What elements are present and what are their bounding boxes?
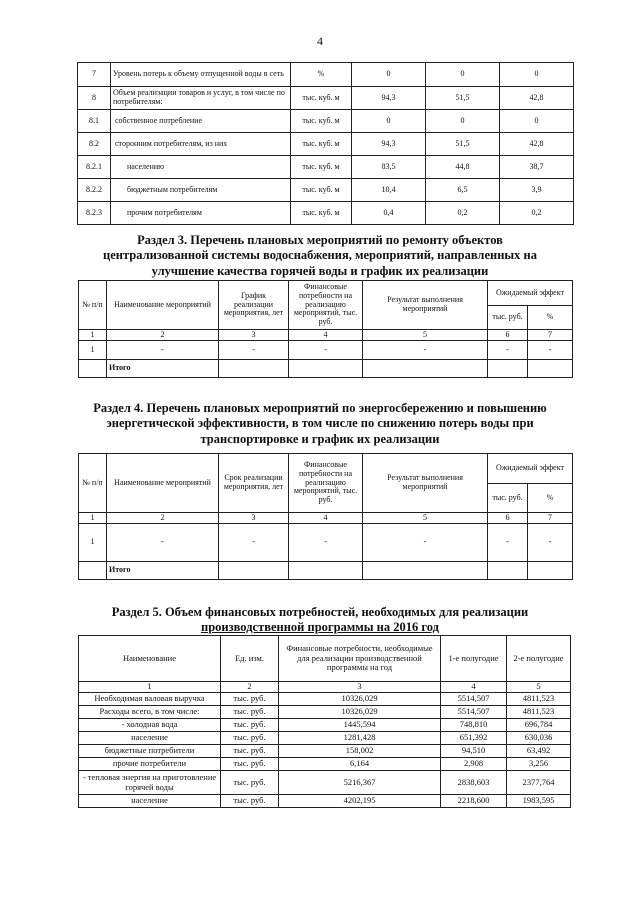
header-effect: Ожидаемый эффект (488, 454, 573, 484)
row-value: 10,4 (352, 179, 426, 202)
row-value: 51,5 (426, 133, 500, 156)
header-schedule: График реализации мероприятия, лет (219, 281, 289, 330)
row-value: 0,4 (352, 202, 426, 225)
row-name: населению (111, 156, 291, 179)
row-name: - тепловая энергия на приготовление горячей воды (79, 771, 221, 795)
row-number: 8.1 (78, 110, 111, 133)
row-number: 8.2.1 (78, 156, 111, 179)
row-value: 38,7 (500, 156, 574, 179)
row-first-half: 2218,600 (441, 795, 507, 808)
table-row (78, 156, 574, 179)
row-total: 5216,367 (279, 771, 441, 795)
row-name: прочим потребителям (111, 202, 291, 225)
column-numbers-row (79, 682, 571, 693)
row-value: - (107, 341, 219, 360)
table-row (79, 706, 571, 719)
column-number: 3 (219, 330, 289, 341)
row-value: - (363, 341, 488, 360)
header-num: № п/п (79, 281, 107, 330)
header-finance: Финансовые потребности на реализацию мероприятий, тыс. руб. (289, 281, 363, 330)
table-row (78, 87, 574, 110)
row-total: 6,164 (279, 758, 441, 771)
row-value: 6,5 (426, 179, 500, 202)
header-effect: Ожидаемый эффект (488, 281, 573, 306)
row-second-half: 2377,764 (507, 771, 571, 795)
column-number: 7 (528, 513, 573, 524)
row-unit: тыс. куб. м (291, 156, 352, 179)
row-value: - (219, 341, 289, 360)
row-total: 10326,029 (279, 706, 441, 719)
row-second-half: 696,784 (507, 719, 571, 732)
row-name: сторонним потребителям, из них (111, 133, 291, 156)
row-value: 94,3 (352, 133, 426, 156)
column-number: 6 (488, 513, 528, 524)
row-unit: тыс. куб. м (291, 179, 352, 202)
table-row (78, 202, 574, 225)
repair-measures-table (78, 280, 573, 378)
row-number: 1 (79, 341, 107, 360)
row-name: бюджетные потребители (79, 745, 221, 758)
row-first-half: 94,510 (441, 745, 507, 758)
row-value: 0 (426, 110, 500, 133)
row-total: 1445,594 (279, 719, 441, 732)
column-numbers-row (79, 330, 573, 341)
row-value: 44,8 (426, 156, 500, 179)
header-name: Наименование мероприятий (107, 454, 219, 513)
table-row (79, 758, 571, 771)
row-value: - (488, 341, 528, 360)
column-number: 7 (528, 330, 573, 341)
header-result: Результат выполнения мероприятий (363, 281, 488, 330)
header-second-half: 2-е полугодие (507, 636, 571, 682)
row-unit: тыс. руб. (221, 745, 279, 758)
header-effect-percent: % (528, 484, 573, 513)
row-unit: тыс. куб. м (291, 202, 352, 225)
column-number: 1 (79, 330, 107, 341)
header-unit: Ед. изм. (221, 636, 279, 682)
row-number: 8.2.2 (78, 179, 111, 202)
row-unit: тыс. руб. (221, 732, 279, 745)
total-label: Итого (107, 360, 219, 378)
row-name: Уровень потерь к объему отпущенной воды в сеть (111, 63, 291, 87)
row-total: 1281,428 (279, 732, 441, 745)
row-unit: тыс. руб. (221, 795, 279, 808)
column-number: 2 (221, 682, 279, 693)
row-name: Объем реализации товаров и услуг, в том числе по потребителям: (111, 87, 291, 110)
row-name: прочие потребители (79, 758, 221, 771)
row-second-half: 630,036 (507, 732, 571, 745)
header-effect-thousand: тыс. руб. (488, 306, 528, 330)
total-label: Итого (107, 562, 219, 580)
row-second-half: 3,256 (507, 758, 571, 771)
column-numbers-row (79, 513, 573, 524)
financial-needs-table (78, 635, 571, 808)
row-value: 0,2 (426, 202, 500, 225)
row-value: - (528, 524, 573, 562)
row-name: бюджетным потребителям (111, 179, 291, 202)
header-finance: Финансовые потребности, необходимые для реализации производственной программы на год (279, 636, 441, 682)
table-row (79, 719, 571, 732)
row-value: 51,5 (426, 87, 500, 110)
header-name: Наименование (79, 636, 221, 682)
energy-saving-measures-table (78, 453, 573, 580)
row-name: население (79, 732, 221, 745)
section4-title: Раздел 4. Перечень плановых мероприятий по энергосбережению и повышению энергетической эффективности, в том числе по снижению потерь воды при транспортировке и график их реализации (93, 401, 547, 446)
page-number: 4 (317, 34, 323, 48)
row-value: 0 (500, 110, 574, 133)
row-value: - (107, 524, 219, 562)
row-value: 94,3 (352, 87, 426, 110)
indicators-table (77, 62, 574, 225)
row-name: - холодная вода (79, 719, 221, 732)
row-value: 0 (352, 110, 426, 133)
column-number: 6 (488, 330, 528, 341)
row-name: Необходимая валовая выручка (79, 693, 221, 706)
row-first-half: 2838,603 (441, 771, 507, 795)
row-value: - (289, 341, 363, 360)
table-row (78, 133, 574, 156)
row-number: 1 (79, 524, 107, 562)
row-value: 0,2 (500, 202, 574, 225)
row-name: население (79, 795, 221, 808)
row-value: - (528, 341, 573, 360)
row-total: 4202,195 (279, 795, 441, 808)
header-effect-thousand: тыс. руб. (488, 484, 528, 513)
row-value: 42,8 (500, 133, 574, 156)
table-row (79, 795, 571, 808)
row-unit: тыс. куб. м (291, 133, 352, 156)
row-unit: тыс. руб. (221, 706, 279, 719)
column-number: 3 (279, 682, 441, 693)
table-row (79, 771, 571, 795)
row-unit: тыс. руб. (221, 758, 279, 771)
column-number: 5 (363, 513, 488, 524)
row-number: 8.2.3 (78, 202, 111, 225)
row-second-half: 4811,523 (507, 706, 571, 719)
section5-title: Раздел 5. Объем финансовых потребностей, необходимых для реализации производственной программы на 2016 год (111, 605, 529, 635)
row-value: - (488, 524, 528, 562)
row-number: 8.2 (78, 133, 111, 156)
row-second-half: 4811,523 (507, 693, 571, 706)
column-number: 2 (107, 330, 219, 341)
row-value: 3,9 (500, 179, 574, 202)
table-row (78, 63, 574, 87)
table-row (79, 745, 571, 758)
row-value: - (363, 524, 488, 562)
column-number: 1 (79, 513, 107, 524)
row-first-half: 651,392 (441, 732, 507, 745)
row-unit: тыс. куб. м (291, 110, 352, 133)
table-row (79, 341, 573, 360)
row-number: 8 (78, 87, 111, 110)
row-first-half: 5514,507 (441, 693, 507, 706)
column-number: 5 (363, 330, 488, 341)
row-name: собственное потребление (111, 110, 291, 133)
row-value: - (289, 524, 363, 562)
column-number: 4 (441, 682, 507, 693)
row-total: 158,002 (279, 745, 441, 758)
row-unit: тыс. руб. (221, 693, 279, 706)
row-value: 0 (500, 63, 574, 87)
header-finance: Финансовые потребности на реализацию мероприятий, тыс. руб. (289, 454, 363, 513)
row-second-half: 63,492 (507, 745, 571, 758)
row-first-half: 5514,507 (441, 706, 507, 719)
header-term: Срок реализации мероприятия, лет (219, 454, 289, 513)
row-unit: тыс. руб. (221, 771, 279, 795)
row-number: 7 (78, 63, 111, 87)
header-result: Результат выполнения мероприятий (363, 454, 488, 513)
row-first-half: 2,908 (441, 758, 507, 771)
table-row (78, 110, 574, 133)
column-number: 4 (289, 513, 363, 524)
row-second-half: 1983,595 (507, 795, 571, 808)
header-effect-percent: % (528, 306, 573, 330)
row-value: 42,8 (500, 87, 574, 110)
row-unit: тыс. куб. м (291, 87, 352, 110)
header-name: Наименование мероприятий (107, 281, 219, 330)
row-total: 10326,029 (279, 693, 441, 706)
row-value: 83,5 (352, 156, 426, 179)
table-row (79, 693, 571, 706)
column-number: 4 (289, 330, 363, 341)
row-unit: тыс. руб. (221, 719, 279, 732)
row-name: Расходы всего, в том числе: (79, 706, 221, 719)
row-first-half: 748,810 (441, 719, 507, 732)
table-row (79, 524, 573, 562)
section3-title: Раздел 3. Перечень плановых мероприятий по ремонту объектов централизованной системы водоснабжения, мероприятий, направленных на улучшение качества горячей воды и график их реализации (103, 233, 537, 278)
column-number: 2 (107, 513, 219, 524)
table-row (78, 179, 574, 202)
row-value: 0 (426, 63, 500, 87)
row-unit: % (291, 63, 352, 87)
column-number: 3 (219, 513, 289, 524)
column-number: 1 (79, 682, 221, 693)
header-num: № п/п (79, 454, 107, 513)
table-row (79, 732, 571, 745)
row-value: 0 (352, 63, 426, 87)
row-value: - (219, 524, 289, 562)
header-first-half: 1-е полугодие (441, 636, 507, 682)
column-number: 5 (507, 682, 571, 693)
